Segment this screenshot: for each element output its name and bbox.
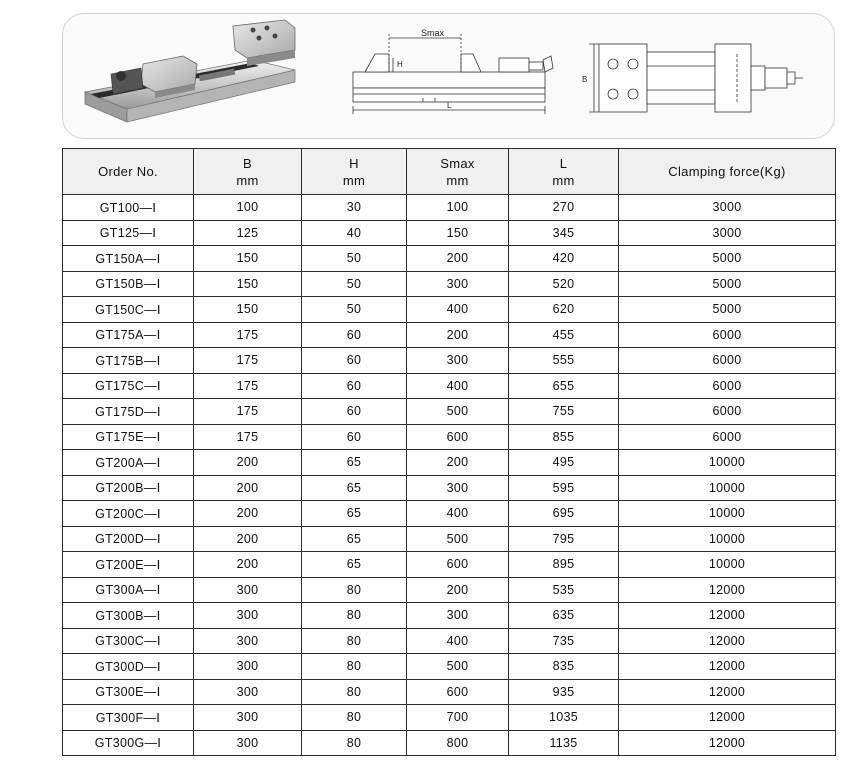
cell-clamping-force: 12000 (619, 705, 836, 731)
cell-smax: 500 (407, 526, 509, 552)
cell-clamping-force: 6000 (619, 322, 836, 348)
cell-order-no: GT300F—Ⅰ (63, 705, 194, 731)
cell-h: 60 (302, 322, 407, 348)
header-label: Clamping force(Kg) (668, 164, 786, 179)
cell-order-no: GT200B—Ⅰ (63, 475, 194, 501)
table-row (63, 475, 836, 501)
cell-h: 80 (302, 603, 407, 629)
dim-label-smax: Smax (421, 28, 445, 38)
cell-h: 65 (302, 552, 407, 578)
cell-b: 175 (194, 399, 302, 425)
cell-h: 50 (302, 297, 407, 323)
cell-b: 300 (194, 628, 302, 654)
cell-l: 1035 (509, 705, 619, 731)
dim-label-l: L (447, 101, 452, 110)
cell-order-no: GT175B—Ⅰ (63, 348, 194, 374)
cell-smax: 600 (407, 679, 509, 705)
cell-clamping-force: 5000 (619, 246, 836, 272)
column-header-order-no (63, 149, 194, 195)
cell-smax: 200 (407, 246, 509, 272)
table-row (63, 399, 836, 425)
cell-h: 60 (302, 424, 407, 450)
table-row (63, 603, 836, 629)
cell-order-no: GT175E—Ⅰ (63, 424, 194, 450)
cell-smax: 300 (407, 475, 509, 501)
cell-order-no: GT200E—Ⅰ (63, 552, 194, 578)
cell-h: 40 (302, 220, 407, 246)
cell-h: 65 (302, 501, 407, 527)
cell-h: 80 (302, 654, 407, 680)
column-header-clamping-force (619, 149, 836, 195)
cell-b: 175 (194, 373, 302, 399)
cell-order-no: GT300B—Ⅰ (63, 603, 194, 629)
cell-b: 175 (194, 348, 302, 374)
cell-clamping-force: 12000 (619, 628, 836, 654)
column-header-smax (407, 149, 509, 195)
cell-b: 175 (194, 322, 302, 348)
cell-l: 345 (509, 220, 619, 246)
cell-order-no: GT150A—Ⅰ (63, 246, 194, 272)
vise-illustrations (63, 14, 834, 138)
cell-l: 855 (509, 424, 619, 450)
vise-photo (85, 20, 295, 122)
header-label: L (559, 155, 568, 171)
cell-h: 50 (302, 246, 407, 272)
table-row (63, 730, 836, 756)
cell-clamping-force: 10000 (619, 450, 836, 476)
cell-l: 455 (509, 322, 619, 348)
cell-h: 80 (302, 577, 407, 603)
column-header-b (194, 149, 302, 195)
table-row (63, 195, 836, 221)
cell-smax: 200 (407, 450, 509, 476)
table-row (63, 552, 836, 578)
cell-smax: 300 (407, 603, 509, 629)
cell-l: 655 (509, 373, 619, 399)
cell-l: 795 (509, 526, 619, 552)
cell-clamping-force: 12000 (619, 730, 836, 756)
cell-order-no: GT300C—Ⅰ (63, 628, 194, 654)
header-unit: mm (446, 172, 469, 188)
cell-clamping-force: 3000 (619, 220, 836, 246)
cell-l: 620 (509, 297, 619, 323)
cell-b: 300 (194, 603, 302, 629)
cell-b: 300 (194, 705, 302, 731)
dim-label-b: B (582, 75, 588, 84)
cell-smax: 200 (407, 322, 509, 348)
cell-b: 200 (194, 450, 302, 476)
cell-order-no: GT200A—Ⅰ (63, 450, 194, 476)
cell-clamping-force: 3000 (619, 195, 836, 221)
cell-l: 735 (509, 628, 619, 654)
cell-order-no: GT125—Ⅰ (63, 220, 194, 246)
cell-smax: 600 (407, 424, 509, 450)
cell-l: 695 (509, 501, 619, 527)
cell-b: 150 (194, 297, 302, 323)
column-header-l (509, 149, 619, 195)
cell-l: 755 (509, 399, 619, 425)
cell-clamping-force: 12000 (619, 577, 836, 603)
cell-h: 80 (302, 628, 407, 654)
cell-order-no: GT200D—Ⅰ (63, 526, 194, 552)
cell-b: 300 (194, 577, 302, 603)
table-row (63, 450, 836, 476)
cell-smax: 200 (407, 577, 509, 603)
table-row (63, 220, 836, 246)
cell-b: 200 (194, 526, 302, 552)
cell-order-no: GT300A—Ⅰ (63, 577, 194, 603)
cell-smax: 400 (407, 501, 509, 527)
cell-clamping-force: 5000 (619, 297, 836, 323)
cell-clamping-force: 6000 (619, 348, 836, 374)
cell-clamping-force: 10000 (619, 475, 836, 501)
cell-clamping-force: 10000 (619, 552, 836, 578)
header-label: Smax (440, 155, 475, 171)
cell-clamping-force: 6000 (619, 373, 836, 399)
cell-clamping-force: 6000 (619, 424, 836, 450)
header-label: H (349, 155, 359, 171)
cell-clamping-force: 5000 (619, 271, 836, 297)
cell-b: 175 (194, 424, 302, 450)
table-row (63, 348, 836, 374)
table-row (63, 373, 836, 399)
cell-h: 80 (302, 730, 407, 756)
cell-b: 150 (194, 246, 302, 272)
cell-h: 60 (302, 373, 407, 399)
table-row (63, 271, 836, 297)
cell-l: 270 (509, 195, 619, 221)
cell-l: 635 (509, 603, 619, 629)
cell-smax: 600 (407, 552, 509, 578)
table-row (63, 322, 836, 348)
column-header-h (302, 149, 407, 195)
cell-l: 535 (509, 577, 619, 603)
cell-b: 300 (194, 654, 302, 680)
header-unit: mm (552, 172, 575, 188)
cell-clamping-force: 6000 (619, 399, 836, 425)
cell-order-no: GT175D—Ⅰ (63, 399, 194, 425)
cell-l: 895 (509, 552, 619, 578)
table-row (63, 501, 836, 527)
cell-h: 60 (302, 399, 407, 425)
cell-smax: 500 (407, 399, 509, 425)
cell-b: 300 (194, 679, 302, 705)
cell-order-no: GT300G—Ⅰ (63, 730, 194, 756)
cell-b: 200 (194, 501, 302, 527)
cell-h: 60 (302, 348, 407, 374)
cell-clamping-force: 10000 (619, 526, 836, 552)
cell-l: 595 (509, 475, 619, 501)
cell-smax: 400 (407, 297, 509, 323)
cell-l: 1135 (509, 730, 619, 756)
cell-order-no: GT175A—Ⅰ (63, 322, 194, 348)
cell-smax: 800 (407, 730, 509, 756)
cell-clamping-force: 12000 (619, 654, 836, 680)
product-figure-panel (62, 13, 835, 139)
cell-b: 150 (194, 271, 302, 297)
header-unit: mm (342, 172, 366, 188)
cell-l: 835 (509, 654, 619, 680)
table-row (63, 246, 836, 272)
cell-b: 300 (194, 730, 302, 756)
cell-smax: 400 (407, 628, 509, 654)
cell-order-no: GT300E—Ⅰ (63, 679, 194, 705)
cell-h: 30 (302, 195, 407, 221)
table-row (63, 705, 836, 731)
table-row (63, 654, 836, 680)
table-row (63, 679, 836, 705)
cell-order-no: GT150B—Ⅰ (63, 271, 194, 297)
cell-h: 80 (302, 705, 407, 731)
cell-order-no: GT200C—Ⅰ (63, 501, 194, 527)
cell-smax: 500 (407, 654, 509, 680)
cell-smax: 300 (407, 271, 509, 297)
cell-h: 65 (302, 526, 407, 552)
cell-l: 555 (509, 348, 619, 374)
table-row (63, 424, 836, 450)
table-row (63, 577, 836, 603)
cell-h: 65 (302, 475, 407, 501)
cell-clamping-force: 12000 (619, 679, 836, 705)
cell-smax: 400 (407, 373, 509, 399)
cell-h: 65 (302, 450, 407, 476)
spec-table (62, 148, 836, 756)
dim-label-h: H (397, 60, 403, 69)
header-unit: mm (236, 172, 259, 188)
cell-smax: 150 (407, 220, 509, 246)
cell-b: 125 (194, 220, 302, 246)
cell-h: 80 (302, 679, 407, 705)
table-row (63, 628, 836, 654)
table-header-row (63, 149, 836, 195)
cell-b: 200 (194, 475, 302, 501)
cell-h: 50 (302, 271, 407, 297)
cell-order-no: GT100—Ⅰ (63, 195, 194, 221)
cell-smax: 300 (407, 348, 509, 374)
header-label: B (243, 155, 252, 171)
top-view-drawing (589, 44, 803, 112)
cell-l: 935 (509, 679, 619, 705)
side-view-drawing (353, 34, 553, 114)
cell-b: 100 (194, 195, 302, 221)
cell-order-no: GT175C—Ⅰ (63, 373, 194, 399)
table-body (63, 195, 836, 756)
cell-l: 520 (509, 271, 619, 297)
table-row (63, 297, 836, 323)
cell-order-no: GT150C—Ⅰ (63, 297, 194, 323)
cell-smax: 100 (407, 195, 509, 221)
table-row (63, 526, 836, 552)
header-label: Order No. (98, 164, 158, 179)
cell-l: 420 (509, 246, 619, 272)
cell-smax: 700 (407, 705, 509, 731)
cell-clamping-force: 10000 (619, 501, 836, 527)
cell-clamping-force: 12000 (619, 603, 836, 629)
cell-order-no: GT300D—Ⅰ (63, 654, 194, 680)
cell-b: 200 (194, 552, 302, 578)
cell-l: 495 (509, 450, 619, 476)
